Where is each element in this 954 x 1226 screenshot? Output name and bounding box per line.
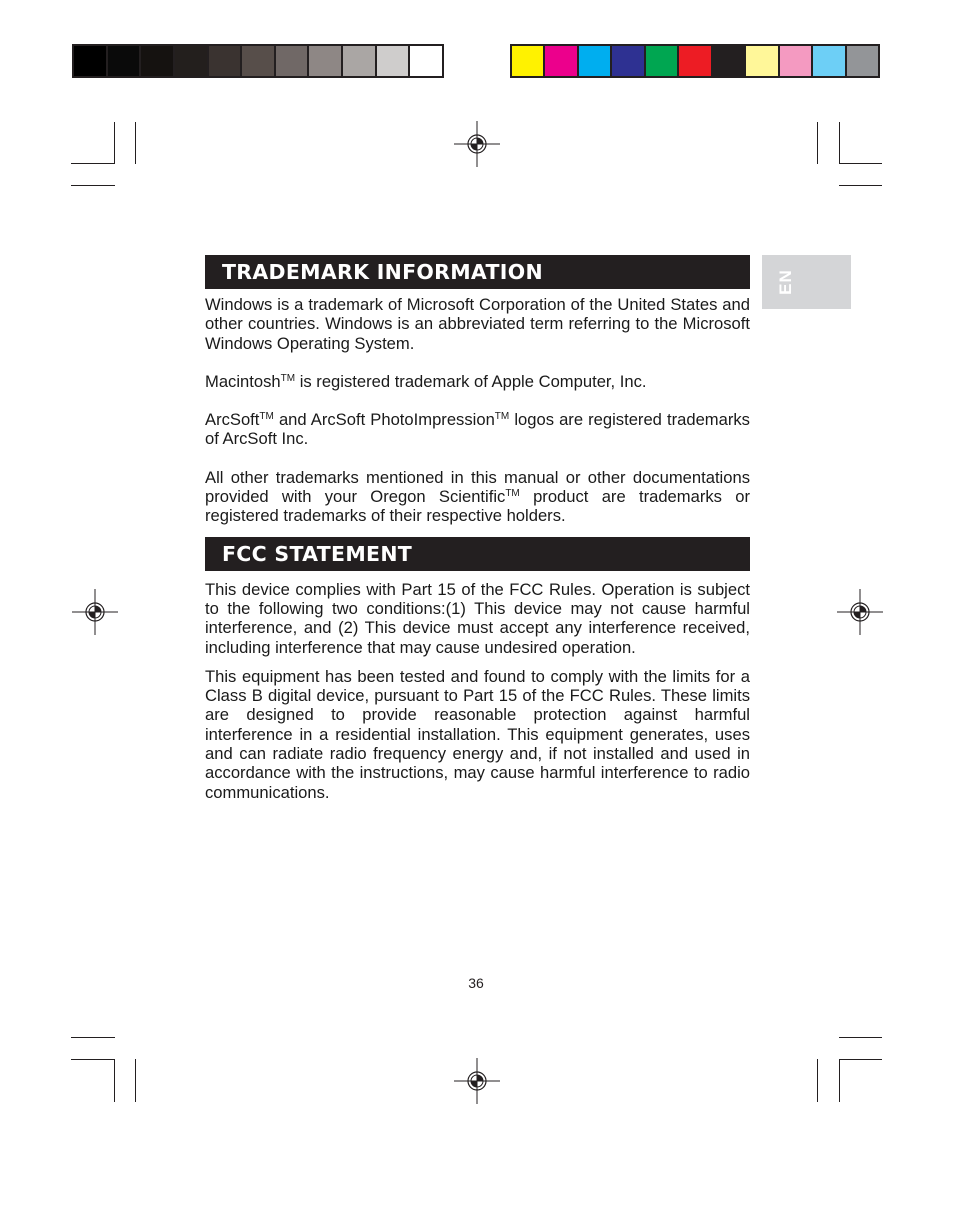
gray-swatch <box>242 46 276 76</box>
color-swatch <box>545 46 578 76</box>
page-content <box>205 255 750 802</box>
color-swatch <box>746 46 779 76</box>
color-swatch <box>713 46 746 76</box>
color-swatch <box>512 46 545 76</box>
color-swatch <box>579 46 612 76</box>
trademark-paragraph: Macintosh™ is registered trademark of Apple Computer, Inc. <box>205 371 647 391</box>
gray-swatch <box>410 46 442 76</box>
crop-mark <box>839 163 882 164</box>
crop-mark <box>135 1059 136 1102</box>
trademark-paragraph: ArcSoft™ and ArcSoft PhotoImpression™ logos are registered trademarks of ArcSoft Inc. <box>205 410 750 449</box>
crop-mark <box>114 1059 115 1102</box>
crop-mark <box>839 1059 882 1060</box>
gray-swatch <box>175 46 209 76</box>
language-tab <box>762 255 851 309</box>
registration-mark-icon <box>72 589 118 635</box>
color-swatch <box>612 46 645 76</box>
color-swatch <box>813 46 846 76</box>
page-number: 36 <box>468 975 484 991</box>
gray-swatch <box>377 46 411 76</box>
crop-mark <box>114 122 115 164</box>
fcc-paragraph: This device complies with Part 15 of the FCC Rules. Operation is subject to the following two conditions:(1) This device may not cause harmful interference, and (2) This device must accept any interference received, including interference that may cause undesired operation. <box>205 579 750 657</box>
gray-swatch <box>276 46 310 76</box>
crop-mark <box>71 163 115 164</box>
registration-mark-icon <box>454 1058 500 1104</box>
crop-mark <box>71 1037 115 1038</box>
crop-mark <box>839 122 840 164</box>
crop-mark <box>71 185 115 186</box>
color-calibration-bar <box>510 44 880 78</box>
color-swatch <box>847 46 878 76</box>
color-swatch <box>679 46 712 76</box>
gray-swatch <box>209 46 243 76</box>
gray-swatch <box>309 46 343 76</box>
language-tab-label: EN <box>776 269 795 295</box>
gray-swatch <box>108 46 142 76</box>
crop-mark <box>839 185 882 186</box>
fcc-section-title: FCC STATEMENT <box>205 537 750 571</box>
trademark-section-title: TRADEMARK INFORMATION <box>205 255 750 289</box>
color-swatch <box>780 46 813 76</box>
crop-mark <box>817 1059 818 1102</box>
crop-mark <box>817 122 818 164</box>
crop-mark <box>71 1059 115 1060</box>
crop-mark <box>839 1037 882 1038</box>
crop-mark <box>839 1059 840 1102</box>
gray-swatch <box>343 46 377 76</box>
registration-mark-icon <box>837 589 883 635</box>
color-swatch <box>646 46 679 76</box>
registration-mark-icon <box>454 121 500 167</box>
fcc-paragraph: This equipment has been tested and found to comply with the limits for a Class B digital device, pursuant to Part 15 of the FCC Rules. These limits are designed to provide reasonable protection against harmful interference in a residential installation. This equipment generates, uses and can radiate radio frequency energy and, if not installed and used in accordance with the instructions, may cause harmful interference to radio communications. <box>205 666 750 802</box>
grayscale-calibration-bar <box>72 44 444 78</box>
gray-swatch <box>141 46 175 76</box>
trademark-paragraph: Windows is a trademark of Microsoft Corporation of the United States and other countries. Windows is an abbreviated term referring to the Microsoft Windows Operating System. <box>205 295 750 353</box>
crop-mark <box>135 122 136 164</box>
gray-swatch <box>74 46 108 76</box>
trademark-paragraph: All other trademarks mentioned in this manual or other documentations provided with your Oregon Scientific™ product are trademarks or registered trademarks of their respective holders. <box>205 467 750 526</box>
